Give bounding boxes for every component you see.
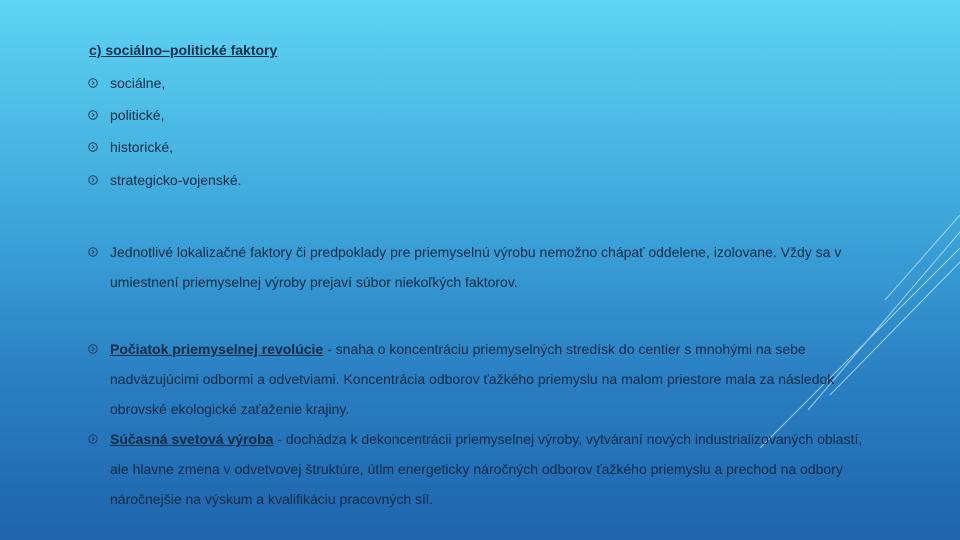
factor-item	[88, 170, 888, 190]
paragraph-item	[88, 237, 878, 297]
factor-item	[88, 73, 888, 93]
chevron-right-circle-icon	[88, 344, 98, 354]
factor-item	[88, 137, 888, 157]
paragraph-text	[110, 334, 878, 424]
paragraph-item	[88, 334, 878, 424]
chevron-right-circle-icon	[88, 142, 98, 152]
factor-label: strategicko-vojenské.	[110, 172, 242, 188]
section-heading: c) sociálno–politické faktory	[89, 42, 278, 58]
factor-label: politické,	[110, 107, 165, 123]
paragraph-item	[88, 424, 878, 514]
paragraph-text: Jednotlivé lokalizačné faktory či predpoklady pre priemyselnú výrobu nemožno chápať oddelene, izolovane. Vždy sa v umiestnení priemyselnej výroby prejaví súbor niekoľkých faktorov.	[110, 244, 842, 290]
paragraph-emphasis: Súčasná svetová výroba	[110, 431, 274, 447]
paragraph-emphasis: Počiatok priemyselnej revolúcie	[110, 341, 324, 357]
paragraph-body: - dochádza k dekoncentrácii priemyselnej výroby, vytváraní nových industrializovaných oblastí, ale hlavne zmena v odvetvovej štruktúre, útlm energeticky náročných odborov ťažkého priemyslu a prechod na odbory náročnejšie na výskum a kvalifikáciu pracovných síl.	[110, 431, 863, 507]
chevron-right-circle-icon	[88, 78, 98, 88]
paragraph-body: - snaha o koncentráciu priemyselných stredísk do centier s mnohými na sebe nadväzujúcimi odbormi a odvetviami. Koncentrácia odborov ťažkého priemyslu na malom priestore mala za následok obrovské ekologické zaťaženie krajiny.	[110, 341, 835, 417]
chevron-right-circle-icon	[88, 434, 98, 444]
chevron-right-circle-icon	[88, 175, 98, 185]
factor-item	[88, 105, 888, 125]
chevron-right-circle-icon	[88, 110, 98, 120]
paragraph-text	[110, 424, 878, 514]
factor-label: historické,	[110, 139, 174, 155]
factor-label: sociálne,	[110, 75, 166, 91]
chevron-right-circle-icon	[88, 247, 98, 257]
